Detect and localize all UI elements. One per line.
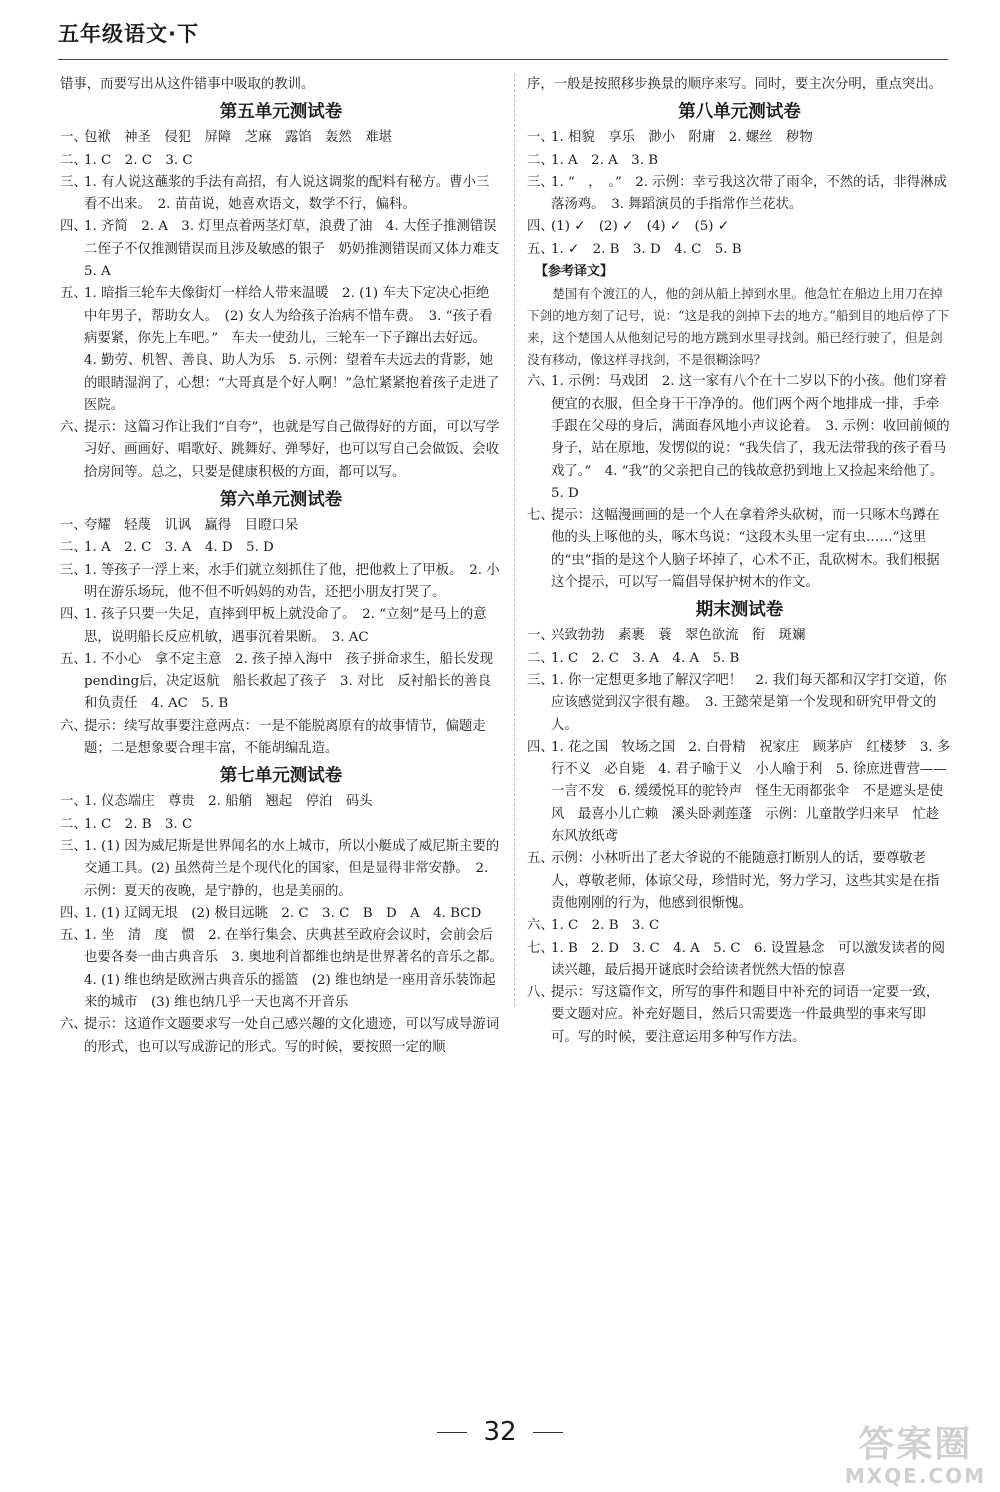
answer-item-number: 三、 bbox=[60, 838, 87, 854]
answer-item bbox=[60, 925, 510, 1014]
answer-item bbox=[60, 150, 502, 172]
answer-item-text: 1. 你一定想更多地了解汉字吧！ 2. 我们每天都和汉字打交道，你应该感觉到汉字很有趣。 3. 王懿荣是第一个发现和研究甲骨文的人。 bbox=[551, 672, 947, 733]
answer-item bbox=[527, 371, 952, 505]
answer-item-text: 1. 有人说这蘸浆的手法有高招，有人说这调浆的配料有秘方。曹小三看不出来。 2. 苗苗说，她喜欢语文，数学不行，偏科。 bbox=[84, 174, 490, 213]
answer-item-number: 二、 bbox=[60, 816, 87, 832]
answer-item-text: 1. A 2. A 3. B bbox=[551, 152, 659, 168]
answer-item-number: 六、 bbox=[60, 718, 87, 734]
answer-item-number: 一、 bbox=[527, 130, 554, 146]
answer-item-number: 四、 bbox=[60, 905, 87, 921]
answer-item bbox=[527, 670, 952, 737]
answer-item-number: 七、 bbox=[527, 508, 554, 524]
answer-item-text: 包袱 神圣 侵犯 屏障 芝麻 露馅 轰然 难堪 bbox=[84, 130, 392, 146]
answer-item bbox=[527, 982, 952, 1049]
page-dash-left bbox=[437, 1432, 467, 1433]
answer-item bbox=[60, 649, 502, 716]
answer-item-number: 六、 bbox=[60, 420, 87, 436]
section-title: 期末测试卷 bbox=[695, 600, 784, 621]
answer-item bbox=[527, 239, 952, 261]
answer-item bbox=[527, 505, 952, 594]
answer-item-number: 三、 bbox=[527, 174, 554, 190]
answer-item-text: 1. (1) 因为威尼斯是世界闻名的水上城市，所以小艇成了威尼斯主要的交通工具。(2) 虽然荷兰是个现代化的国家，但是显得非常安静。 2. 示例：夏天的夜晚，是宁静的，也是美丽的。 bbox=[84, 838, 500, 899]
answer-item bbox=[527, 938, 952, 983]
answer-item-text: 夸耀 轻蔑 讥讽 赢得 目瞪口呆 bbox=[84, 518, 299, 534]
answer-item bbox=[527, 848, 952, 915]
answer-item-number: 五、 bbox=[60, 928, 87, 944]
answer-item-number: 四、 bbox=[527, 219, 554, 235]
answer-item-text: 1. 暗指三轮车夫像街灯一样给人带来温暖 2. (1) 车夫下定决心拒绝中年男子，帮助女人。 (2) 女人为给孩子治病不惜车费。 3. “孩子看病要紧，你先上车吧。” 车夫一使劲儿，三轮车一下子蹿出去好远。 4. 勤劳、机智、善良、助人为乐 5. 示例：望着车夫远去的背影，她的眼睛湿润了，心想：“大哥真是个好人啊！”急忙紧紧抱着孩子走进了医院。 bbox=[84, 286, 500, 413]
answer-item-text: 提示：续写故事要注意两点：一是不能脱离原有的故事情节，偏题走题；二是想象要合理丰富，不能胡编乱造。 bbox=[84, 718, 486, 757]
answer-item-number: 六、 bbox=[527, 374, 554, 390]
answer-item-text: 1. 不小心 拿不定主意 2. 孩子掉入海中 孩子拼命求生，船长发现pending后，决定返航 船长救起了孩子 3. 对比 反衬船长的善良和负责任 4. AC 5. B bbox=[84, 651, 494, 712]
answer-item bbox=[527, 127, 952, 149]
section-title: 第七单元测试卷 bbox=[219, 766, 343, 787]
answer-item-number: 二、 bbox=[60, 540, 87, 556]
answer-item-text: 1. C 2. B 3. C bbox=[84, 816, 193, 832]
answer-item bbox=[60, 172, 502, 217]
answer-item bbox=[60, 417, 502, 484]
answer-item-number: 二、 bbox=[527, 152, 554, 168]
answer-item-number: 六、 bbox=[60, 1017, 87, 1033]
answer-item bbox=[60, 716, 502, 761]
answer-item bbox=[527, 172, 952, 217]
answer-item-text: 1. (1) 辽阔无垠 (2) 极目远眺 2. C 3. C B D A 4. BCD bbox=[84, 905, 482, 921]
page-number-text: 32 bbox=[483, 1417, 517, 1447]
answer-item bbox=[527, 216, 952, 238]
answer-item bbox=[527, 915, 952, 937]
answer-item bbox=[60, 127, 502, 149]
answer-item-text: 1. B 2. D 3. C 4. A 5. C 6. 设置悬念 可以激发读者的阅读兴趣，最后揭开谜底时会给读者恍然大悟的惊喜 bbox=[551, 940, 945, 978]
answer-item-text: 1. ✓ 2. B 3. D 4. C 5. B bbox=[551, 241, 742, 257]
watermark-line2: MXQE.COM bbox=[844, 1464, 986, 1488]
test-section bbox=[60, 485, 502, 760]
answer-item bbox=[60, 1014, 502, 1059]
answer-item-text: 1. 等孩子一浮上来，水手们就立刻抓住了他，把他救上了甲板。 2. 小明在游乐场玩，他不但不听妈妈的劝告，还把小朋友打哭了。 bbox=[84, 562, 500, 600]
answer-item-number: 一、 bbox=[60, 794, 87, 810]
test-section bbox=[60, 761, 510, 1059]
answer-item-number: 三、 bbox=[60, 562, 87, 578]
left-intro: 错事，而要写出从这件错事中吸取的教训。 bbox=[60, 77, 315, 92]
page-header-title: 五年级语文·下 bbox=[58, 22, 199, 46]
test-section bbox=[527, 595, 952, 1049]
answer-item-number: 四、 bbox=[527, 739, 554, 755]
answer-item-number: 六、 bbox=[527, 918, 554, 934]
section-title: 第八单元测试卷 bbox=[678, 102, 801, 123]
answer-item-number: 五、 bbox=[60, 286, 87, 302]
answer-item-text: (1) ✓ (2) ✓ (4) ✓ (5) ✓ bbox=[551, 219, 729, 235]
answer-item-number: 五、 bbox=[527, 851, 554, 867]
answer-item-text: 1. 齐简 2. A 3. 灯里点着两茎灯草，浪费了油 4. 大侄子推测错误 二侄子不仅推测错误而且涉及敏感的银子 奶奶推测错误而又体力难支 5. A bbox=[84, 219, 513, 280]
answer-item bbox=[60, 814, 502, 836]
answer-item bbox=[60, 791, 502, 813]
answer-item-number: 一、 bbox=[527, 628, 554, 644]
answer-item-number: 二、 bbox=[527, 650, 554, 666]
section-title: 第五单元测试卷 bbox=[219, 102, 343, 123]
answer-item-number: 三、 bbox=[527, 672, 554, 688]
answer-item-text: 1. 花之国 牧场之国 2. 白骨精 祝家庄 顾茅庐 红楼梦 3. 多行不义 必自毙 4. 君子喻于义 小人喻于利 5. 徐庶进曹营——一言不发 6. 缓缓悦耳的驼铃声 怪生无雨都张伞 不是遮头是使风 最喜小儿亡赖 溪头卧剥莲蓬 示例：儿童散学归来早 忙趁东风放纸鸢 bbox=[551, 739, 951, 845]
answer-item-text: 1. C 2. B 3. C bbox=[551, 918, 660, 934]
page-dash-right bbox=[533, 1432, 563, 1433]
section-title: 第六单元测试卷 bbox=[219, 490, 343, 511]
answer-item-number: 三、 bbox=[60, 174, 87, 190]
answer-item-text: 1. 坐 清 度 惯 2. 在举行集会、庆典甚至政府会议时，会前会后也要各奏一曲古典音乐 3. 奥地利首都维也纳是世界著名的音乐之都。 4. (1) 维也纳是欧洲古典音乐的摇篮 (2) 维也纳是一座用音乐装饰起来的城市 (3) 维也纳几乎一天也离不开音乐 bbox=[84, 928, 510, 1010]
reference-translation-text: 楚国有个渡江的人，他的剑从船上掉到水里。他急忙在船边上用刀在掉下剑的地方刻了记号，说：“这是我的剑掉下去的地方。”船到目的地后停了下来，这个楚国人从他刻记号的地方跳到水里寻找剑。船已经行驶了，但是剑没有移动，像这样寻找剑，不是很糊涂吗？ bbox=[527, 286, 950, 368]
answer-item-text: 1. C 2. C 3. C bbox=[84, 152, 193, 168]
right-intro: 序，一般是按照移步换景的顺序来写。同时，要主次分明，重点突出。 bbox=[527, 77, 943, 92]
test-section bbox=[60, 97, 513, 484]
answer-item-text: 示例：小林听出了老大爷说的不能随意打断别人的话，要尊敬老人，尊敬老师，体谅父母，珍惜时光，努力学习，这些其实是在指责他刚刚的行为，他感到很惭愧。 bbox=[551, 851, 940, 911]
watermark-logo bbox=[845, 1426, 986, 1488]
answer-item bbox=[527, 625, 952, 647]
answer-item-text: 兴致勃勃 素裹 蓑 翠色欲流 衔 斑斓 bbox=[551, 628, 806, 644]
answer-item-number: 一、 bbox=[60, 130, 87, 146]
answer-item bbox=[60, 283, 502, 417]
right-sections bbox=[527, 97, 952, 1049]
answer-item-text: 1. 示例：马戏团 2. 这一家有八个在十二岁以下的小孩。他们穿着便宜的衣服，但全身干干净净的。他们两个两个地排成一排，手牵手跟在父母的身后，满面春风地小声议论着。 3. 示例：收回前倾的身子，站在原地，发愣似的说：“我失信了，我无法带我的孩子看马戏了。” 4. “我”的父亲把自己的钱故意扔到地上又捡起来给他了。 5. D bbox=[551, 374, 951, 501]
watermark-line1: 答案圈 bbox=[858, 1424, 973, 1465]
answer-item bbox=[60, 515, 502, 537]
answer-item bbox=[60, 537, 502, 559]
column-divider bbox=[514, 74, 515, 1006]
answer-item bbox=[527, 737, 952, 848]
answer-item-number: 四、 bbox=[60, 607, 87, 623]
answer-item bbox=[60, 216, 513, 283]
answer-item-text: 提示：写这篇作文，所写的事件和题目中补充的词语一定要一致，要文题对应。补充好题目，然后只需要选一件最典型的事来写即可。写的时候，要注意运用多种写作方法。 bbox=[551, 985, 940, 1045]
answer-item-text: 提示：这篇习作让我们“自夸”，也就是写自己做得好的方面，可以写学习好、画画好、唱歌好、跳舞好、弹琴好，也可以写自己会做饭、会收拾房间等。总之，只要是健康积极的方面，都可以写。 bbox=[84, 420, 500, 480]
answer-item-number: 五、 bbox=[60, 651, 87, 667]
answer-item-number: 八、 bbox=[527, 985, 554, 1001]
answer-item bbox=[527, 648, 952, 670]
answer-item-number: 四、 bbox=[60, 219, 87, 235]
test-section bbox=[527, 97, 952, 594]
header-rule bbox=[58, 59, 948, 60]
answer-item bbox=[60, 604, 502, 649]
left-column bbox=[60, 74, 513, 1059]
answer-item-number: 一、 bbox=[60, 518, 87, 534]
answer-item-text: 1. 仪态端庄 尊贵 2. 船艄 翘起 停泊 码头 bbox=[84, 794, 373, 810]
answer-item-number: 五、 bbox=[527, 241, 554, 257]
answer-item-text: 1. A 2. C 3. A 4. D 5. D bbox=[84, 540, 274, 556]
answer-item-text: 1. 孩子只要一失足，直摔到甲板上就没命了。 2. “立刻”是马上的意思，说明船长反应机敏，遇事沉着果断。 3. AC bbox=[84, 607, 487, 645]
reference-translation-title: 【参考译文】 bbox=[535, 264, 614, 280]
answer-item-text: 1. 相貌 享乐 渺小 附庸 2. 螺丝 秽物 bbox=[551, 130, 813, 146]
answer-item-text: 1. “ ， 。” 2. 示例：幸亏我这次带了雨伞，不然的话，非得淋成落汤鸡。 3. 舞蹈演员的手指常作兰花状。 bbox=[551, 174, 947, 213]
answer-item bbox=[60, 560, 502, 605]
answer-item-number: 二、 bbox=[60, 152, 87, 168]
answer-item-number: 七、 bbox=[527, 940, 554, 956]
right-column bbox=[527, 74, 952, 1049]
answer-item-text: 提示：这道作文题要求写一处自己感兴趣的文化遗迹，可以写成导游词的形式，也可以写成游记的形式。写的时候，要按照一定的顺 bbox=[84, 1017, 500, 1055]
answer-item bbox=[527, 150, 952, 172]
answer-item-text: 提示：这幅漫画画的是一个人在拿着斧头砍树，而一只啄木鸟蹲在他的头上啄他的头，啄木鸟说：“这段木头里一定有虫……”这里的“虫”指的是这个人脑子坏掉了，心术不正，乱砍树木。我们根据这个提示，可以写一篇倡导保护树木的作文。 bbox=[551, 508, 940, 591]
answer-item bbox=[60, 903, 502, 925]
left-sections bbox=[60, 97, 513, 1059]
answer-item bbox=[60, 836, 502, 903]
answer-item-text: 1. C 2. C 3. A 4. A 5. B bbox=[551, 650, 740, 666]
